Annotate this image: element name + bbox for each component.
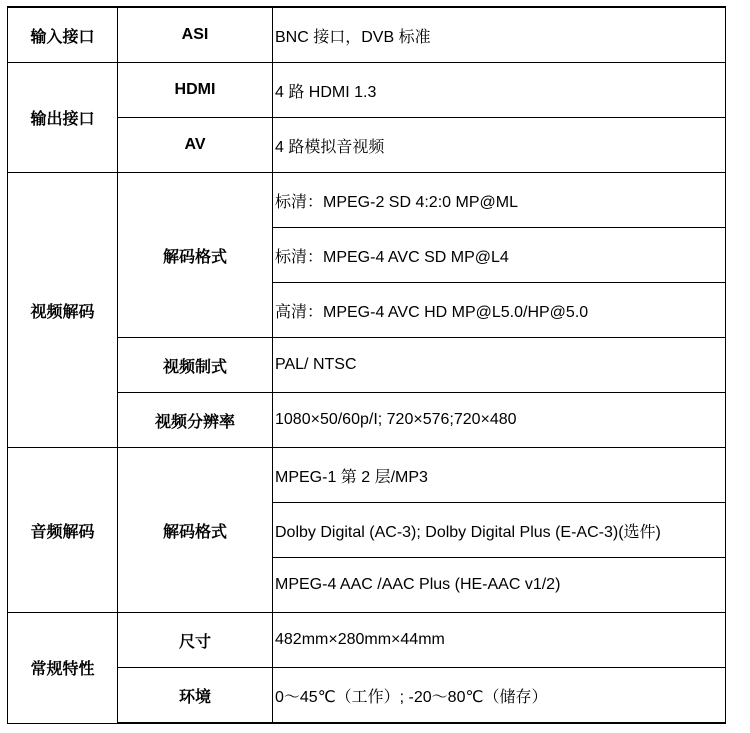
item-cell-environment: 环境 <box>118 668 273 724</box>
category-cell-output-interface: 输出接口 <box>8 63 118 173</box>
table-row <box>8 63 726 118</box>
category-cell-input-interface: 输入接口 <box>8 7 118 63</box>
value-cell-asi: BNC 接口，DVB 标准 <box>273 7 726 63</box>
item-cell-hdmi: HDMI <box>118 63 273 118</box>
value-cell-environment: 0～45℃（工作）; -20～80℃（储存） <box>273 668 726 724</box>
value-cell-audio-format-mpeg1: MPEG-1 第 2 层/MP3 <box>273 448 726 503</box>
table-row <box>8 448 726 503</box>
value-cell-audio-format-aac: MPEG-4 AAC /AAC Plus (HE-AAC v1/2) <box>273 558 726 613</box>
table-row <box>8 173 726 228</box>
value-cell-video-format-hd-avc: 高清：MPEG-4 AVC HD MP@L5.0/HP@5.0 <box>273 283 726 338</box>
category-cell-video-decoding: 视频解码 <box>8 173 118 448</box>
value-cell-dimensions: 482mm×280mm×44mm <box>273 613 726 668</box>
value-cell-video-format-sd-avc: 标清：MPEG-4 AVC SD MP@L4 <box>273 228 726 283</box>
item-cell-video-decode-format: 解码格式 <box>118 173 273 338</box>
category-cell-audio-decoding: 音频解码 <box>8 448 118 613</box>
table-row <box>8 613 726 668</box>
value-cell-audio-format-dolby: Dolby Digital (AC-3); Dolby Digital Plus (E-AC-3)(选件) <box>273 503 726 558</box>
value-cell-video-standard: PAL/ NTSC <box>273 338 726 393</box>
item-cell-dimensions: 尺寸 <box>118 613 273 668</box>
spec-table <box>7 6 726 724</box>
value-cell-hdmi: 4 路 HDMI 1.3 <box>273 63 726 118</box>
item-cell-video-standard: 视频制式 <box>118 338 273 393</box>
item-cell-av: AV <box>118 118 273 173</box>
value-cell-av: 4 路模拟音视频 <box>273 118 726 173</box>
value-cell-video-resolution: 1080×50/60p/I; 720×576;720×480 <box>273 393 726 448</box>
category-cell-general-features: 常规特性 <box>8 613 118 724</box>
table-row <box>8 7 726 63</box>
value-cell-video-format-sd-mpeg2: 标清：MPEG-2 SD 4:2:0 MP@ML <box>273 173 726 228</box>
item-cell-video-resolution: 视频分辨率 <box>118 393 273 448</box>
item-cell-asi: ASI <box>118 7 273 63</box>
item-cell-audio-decode-format: 解码格式 <box>118 448 273 613</box>
